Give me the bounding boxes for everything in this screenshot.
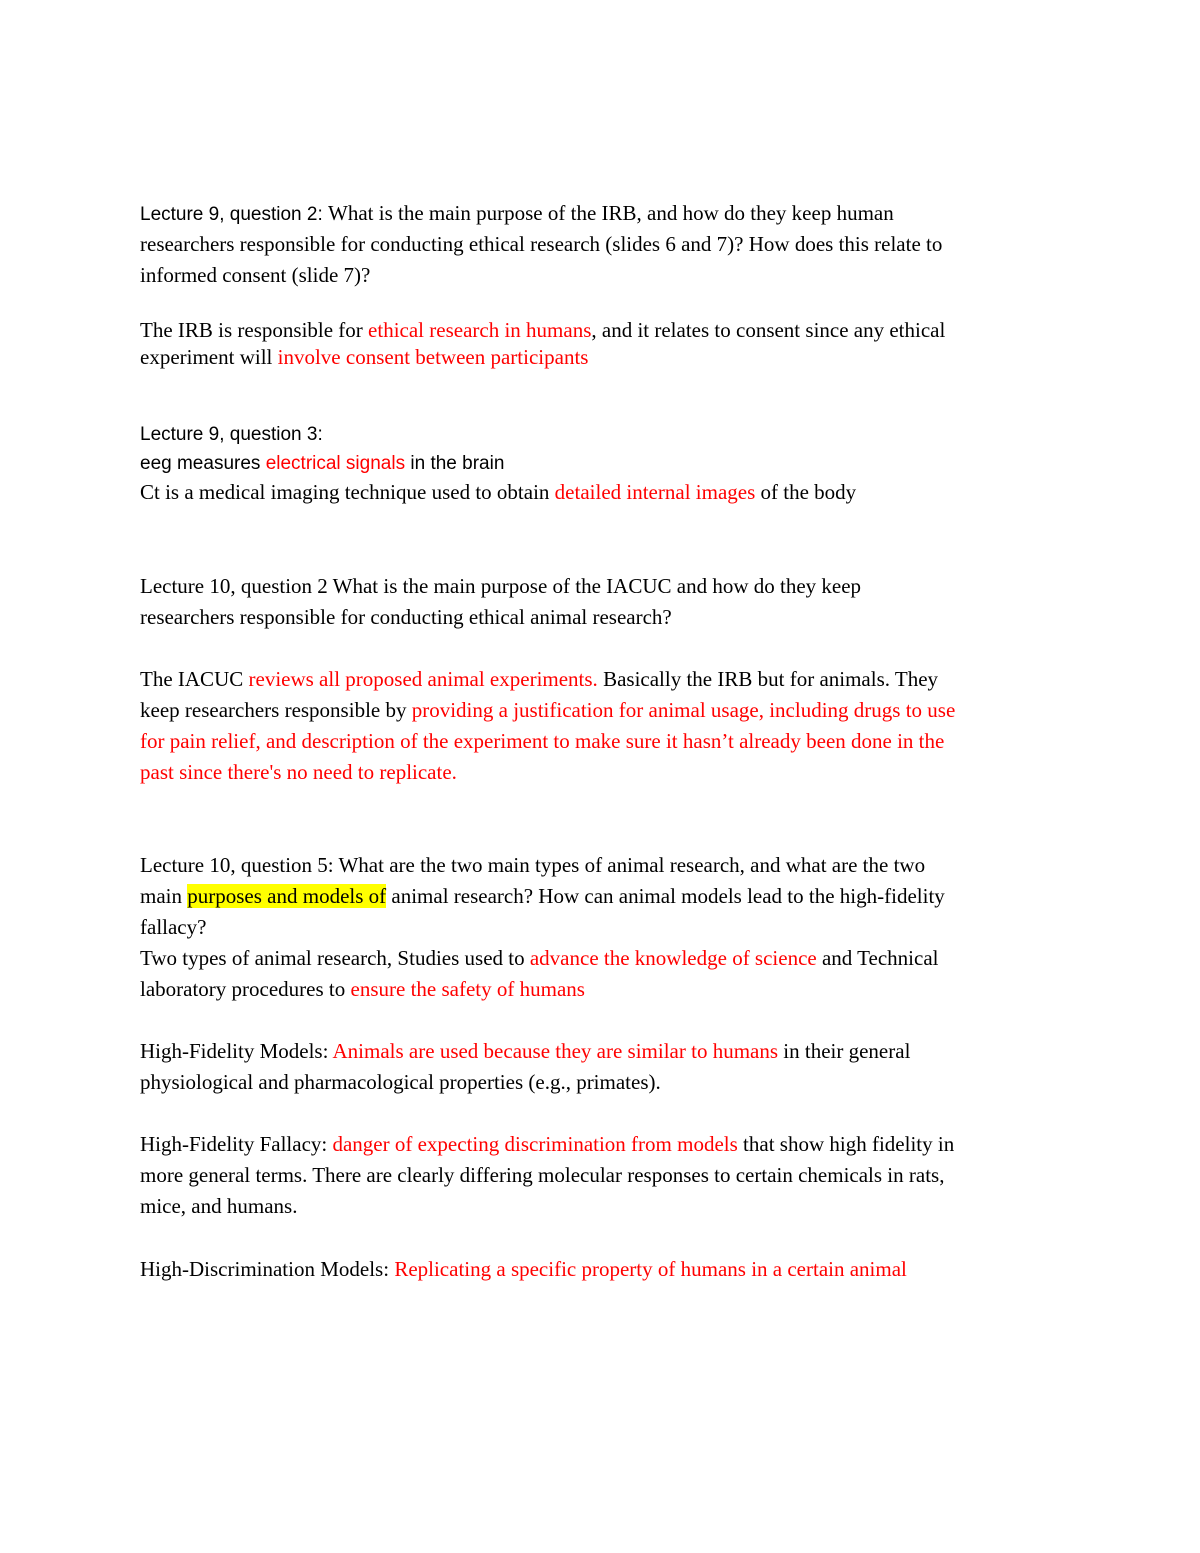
answer-highlight-red: ensure the safety of humans [350,977,585,1001]
high-fidelity-fallacy-line-2: more general terms. There are clearly differing molecular responses to certain chemicals in rats, [140,1163,945,1187]
q10-2-answer-line-3: for pain relief, and description of the experiment to make sure it hasn’t already been done in the [140,729,945,753]
high-fidelity-models-line-2: physiological and pharmacological properties (e.g., primates). [140,1070,661,1094]
answer-text: The IRB is responsible for [140,318,369,342]
answer-text: Two types of animal research, Studies used to [140,946,530,970]
answer-highlight-red: danger of expecting discrimination from models [332,1132,738,1156]
answer-highlight-red: Animals are used because they are similar to humans [332,1039,779,1063]
high-fidelity-fallacy-line-3: mice, and humans. [140,1194,298,1218]
answer-text: in the brain [405,453,505,474]
q10-2-question-line-2: researchers responsible for conducting ethical animal research? [140,605,672,629]
answer-text: of the body [755,480,857,504]
q10-5-question-line-2 [140,882,1070,910]
answer-highlight-red: involve consent between participants [277,345,589,369]
question-text: animal research? How can animal models lead to the high-fidelity [386,884,945,908]
q10-5-question-line-1: Lecture 10, question 5: What are the two main types of animal research, and what are the two [140,853,926,877]
answer-highlight-red: advance the knowledge of science [529,946,817,970]
answer-text: The IACUC [140,667,249,691]
question-text: main [140,884,188,908]
q9-2-answer-line-1 [140,316,1070,344]
answer-text: and Technical [816,946,939,970]
q9-3-title: Lecture 9, question 3: [140,424,323,445]
high-discrimination-models-line [140,1255,1070,1283]
q9-2-question-line-3: informed consent (slide 7)? [140,263,371,287]
answer-text: eeg measures [140,453,266,474]
answer-highlight-red: Replicating a specific property of humans in a certain animal [394,1257,907,1281]
answer-text: keep researchers responsible by [140,698,412,722]
q10-5-question-line-3: fallacy? [140,915,207,939]
answer-text: Basically the IRB but for animals. They [597,667,939,691]
q9-2-label: Lecture 9, question 2: [140,204,329,225]
answer-highlight-red: reviews all proposed animal experiments. [248,667,598,691]
q10-2-answer-line-2 [140,696,1070,724]
q9-2-question-line-2: researchers responsible for conducting ethical research (slides 6 and 7)? How does this relate to [140,232,943,256]
high-fidelity-models-line-1 [140,1037,1070,1065]
q10-2-answer-line-1 [140,665,1070,693]
answer-highlight-red: ethical research in humans [368,318,592,342]
q9-3-eeg-line [140,450,1070,478]
answer-highlight-red: detailed internal images [554,480,756,504]
q9-3-ct-line [140,478,1070,506]
q10-2-question-line-1: Lecture 10, question 2 What is the main purpose of the IACUC and how do they keep [140,574,862,598]
answer-highlight-red: providing a justification for animal usage, including drugs to use [411,698,956,722]
q9-2-answer-line-2 [140,343,1070,371]
q9-2-question-text: What is the main purpose of the IRB, and how do they keep human [328,201,894,225]
answer-text: Ct is a medical imaging technique used to obtain [140,480,555,504]
yellow-highlighted-text: purposes and models of [187,884,387,908]
answer-text: , and it relates to consent since any ethical [591,318,946,342]
q9-2-question-line-1 [140,199,1070,229]
answer-text: laboratory procedures to [140,977,351,1001]
q10-5-types-line-1 [140,944,1070,972]
term-label: High-Discrimination Models: [140,1257,395,1281]
answer-text: that show high fidelity in [737,1132,955,1156]
answer-highlight-red: electrical signals [265,453,406,474]
answer-text: experiment will [140,345,278,369]
term-label: High-Fidelity Fallacy: [140,1132,333,1156]
term-label: High-Fidelity Models: [140,1039,333,1063]
q10-5-types-line-2 [140,975,1070,1003]
high-fidelity-fallacy-line-1 [140,1130,1070,1158]
answer-text: in their general [778,1039,911,1063]
q10-2-answer-line-4: past since there's no need to replicate. [140,760,457,784]
